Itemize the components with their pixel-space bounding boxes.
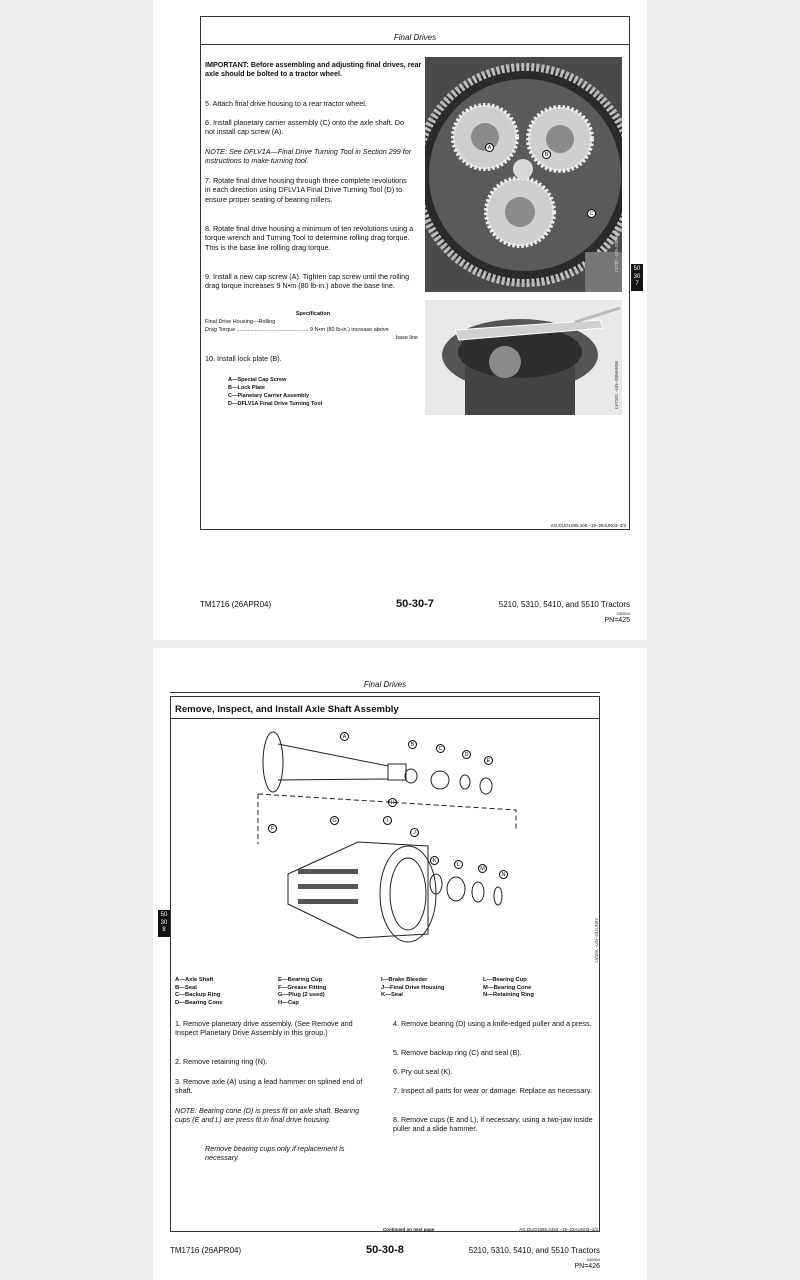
tab-page: 7 bbox=[635, 281, 639, 287]
photo-1-id: LV7ID –UN–20MAR00 bbox=[614, 227, 619, 272]
legend-d: D—Bearing Cone bbox=[175, 999, 223, 1006]
note-press-fit: NOTE: Bearing cone (D) is press fit on axle shaft. Bearing cups (E and L) are press fit in final drive housing. bbox=[175, 1106, 360, 1125]
step-7: 7. Rotate final drive housing through three complete revolutions in each direction using DFLV1A Final Drive Turning Tool (D) to ensure proper seating of bearing rollers. bbox=[205, 176, 407, 204]
ref-code: AG,DUO1085,108 –19–28JUN03–3/3 bbox=[550, 523, 626, 528]
callout-b: B bbox=[542, 150, 551, 159]
step-9: 9. Install a new cap screw (A). Tighten cap screw until the rolling drag torque increases 9 N•m (80 lb-in.) above the base line. bbox=[205, 272, 410, 291]
legend-b: B—Seal bbox=[175, 984, 197, 991]
legend-d: D—DFLV1A Final Drive Turning Tool bbox=[228, 401, 323, 407]
tab-section: 50 bbox=[633, 266, 641, 272]
footer-page-number: 50-30-8 bbox=[366, 1244, 404, 1256]
legend-b: B—Lock Plate bbox=[228, 385, 265, 391]
note-turning-tool: NOTE: See DFLV1A—Final Drive Turning Tool in Section 299 for instructions to make turning tool. bbox=[205, 147, 412, 166]
legend-col-2 bbox=[278, 977, 326, 1007]
spec-line-3: base line bbox=[395, 335, 418, 341]
legend-l: L—Bearing Cup bbox=[483, 977, 527, 983]
step-5: 5. Attach final drive housing to a rear tractor wheel. bbox=[205, 99, 367, 108]
callout-m: M bbox=[478, 864, 487, 873]
tab-group: 30 bbox=[160, 919, 168, 926]
important-text: Before assembling and adjusting final drives, rear axle should be bolted to a tractor wheel. bbox=[205, 60, 422, 79]
section-tab bbox=[631, 264, 643, 291]
footer-page-number: 50-30-7 bbox=[396, 598, 434, 610]
manual-page-50-30-8 bbox=[153, 648, 647, 1280]
callout-a: A bbox=[340, 732, 349, 741]
spec-line-2: Drag Torque ............................................... 9 N•m (80 lb-in.) increase above bbox=[205, 327, 389, 333]
callout-k: K bbox=[430, 856, 439, 865]
section-header: Final Drives bbox=[393, 33, 437, 42]
step-8: 8. Remove cups (E and L), if necessary, using a two-jaw inside puller and a slide hammer. bbox=[393, 1115, 593, 1134]
callout-d: D bbox=[462, 750, 471, 759]
footer-code: 030504 bbox=[586, 1257, 600, 1262]
footer-pn: PN=426 bbox=[574, 1263, 600, 1270]
legend-f: F—Grease Fitting bbox=[278, 984, 327, 991]
important-label: IMPORTANT: bbox=[205, 60, 249, 69]
planetary-gears-photo bbox=[425, 57, 622, 292]
legend-col-3 bbox=[381, 977, 444, 1000]
callout-h: H bbox=[388, 798, 397, 807]
callout-e: E bbox=[484, 756, 493, 765]
legend-i: I—Brake Bleeder bbox=[381, 977, 428, 983]
tab-group: 30 bbox=[633, 273, 641, 280]
legend-n: N—Retaining Ring bbox=[483, 992, 534, 999]
procedure-title: Remove, Inspect, and Install Axle Shaft Assembly bbox=[175, 704, 399, 715]
photo-2-id: LV7101 –UN–20MAR00 bbox=[614, 361, 619, 409]
callout-j: J bbox=[410, 828, 419, 837]
step-7: 7. Inspect all parts for wear or damage. Replace as necessary. bbox=[393, 1086, 592, 1095]
continued-note: Continued on next page bbox=[383, 1227, 435, 1232]
legend-col-4 bbox=[483, 977, 534, 1000]
tab-section: 50 bbox=[160, 912, 168, 918]
callout-l: L bbox=[454, 860, 463, 869]
legend-e: E—Bearing Cup bbox=[278, 977, 323, 983]
callout-b: B bbox=[408, 740, 417, 749]
callout-c: C bbox=[587, 209, 596, 218]
important-note bbox=[205, 60, 423, 79]
callout-n: N bbox=[499, 870, 508, 879]
legend-a: A—Axle Shaft bbox=[175, 977, 214, 983]
callout-c: C bbox=[436, 744, 445, 753]
step-6: 6. Install planetary carrier assembly (C) onto the axle shaft. Do not install cap screw (A). bbox=[205, 118, 404, 137]
footer-manual-id: TM1716 (26APR04) bbox=[200, 600, 272, 609]
diagram-id: LV18A –UN–23JUN97 bbox=[594, 918, 599, 963]
legend-a: A—Special Cap Screw bbox=[228, 377, 287, 383]
legend-j: J—Final Drive Housing bbox=[381, 984, 445, 991]
section-header: Final Drives bbox=[363, 680, 407, 689]
step-2: 2. Remove retaining ring (N). bbox=[175, 1057, 268, 1066]
legend-col-1 bbox=[175, 977, 223, 1007]
turning-tool-photo bbox=[425, 300, 622, 415]
footer-manual-id: TM1716 (26APR04) bbox=[170, 1246, 242, 1255]
callout-a: A bbox=[485, 143, 494, 152]
callout-i: I bbox=[383, 816, 392, 825]
callout-g: G bbox=[330, 816, 339, 825]
step-6: 6. Pry out seal (K). bbox=[393, 1067, 453, 1076]
footer-models: 5210, 5310, 5410, and 5510 Tractors bbox=[498, 600, 630, 609]
legend-g: G—Plug (2 used) bbox=[278, 992, 325, 999]
legend-k: K—Seal bbox=[381, 992, 403, 999]
legend-m: M—Bearing Cone bbox=[483, 984, 532, 991]
step-1: 1. Remove planetary drive assembly. (See Remove and Inspect Planetary Drive Assembly in this group.) bbox=[175, 1019, 353, 1038]
ref-code: AG,DUO1085,4454 –19–22AUG03–1/2 bbox=[519, 1227, 598, 1232]
axle-exploded-diagram bbox=[248, 724, 528, 964]
legend-c: C—Planetary Carrier Assembly bbox=[228, 393, 310, 399]
spec-title: Specification bbox=[295, 311, 331, 317]
footer-code: 030504 bbox=[616, 611, 630, 616]
step-5: 5. Remove backup ring (C) and seal (B). bbox=[393, 1048, 522, 1057]
step-4: 4. Remove bearing (D) using a knife-edged puller and a press. bbox=[393, 1019, 592, 1028]
footer-models: 5210, 5310, 5410, and 5510 Tractors bbox=[468, 1246, 600, 1255]
step-10: 10. Install lock plate (B). bbox=[205, 354, 282, 363]
legend-h: H—Cap bbox=[278, 999, 299, 1006]
header-rule bbox=[200, 44, 630, 45]
step-3: 3. Remove axle (A) using a lead hammer on splined end of shaft. bbox=[175, 1077, 363, 1096]
header-rule bbox=[170, 692, 600, 693]
note-replace-cups: Remove bearing cups only if replacement is necessary. bbox=[205, 1144, 345, 1163]
callout-f: F bbox=[268, 824, 277, 833]
legend-c: C—Backup Ring bbox=[175, 992, 221, 999]
step-8: 8. Rotate final drive housing a minimum of ten revolutions using a torque wrench and Turning Tool to determine rolling drag torque. This is the base line rolling drag torque. bbox=[205, 224, 414, 252]
section-tab bbox=[158, 910, 170, 937]
tab-page: 8 bbox=[162, 927, 166, 933]
title-rule bbox=[170, 718, 600, 719]
footer-pn: PN=425 bbox=[604, 617, 630, 624]
manual-page-50-30-7 bbox=[153, 0, 647, 640]
spec-line-1: Final Drive Housing—Rolling bbox=[205, 319, 276, 325]
